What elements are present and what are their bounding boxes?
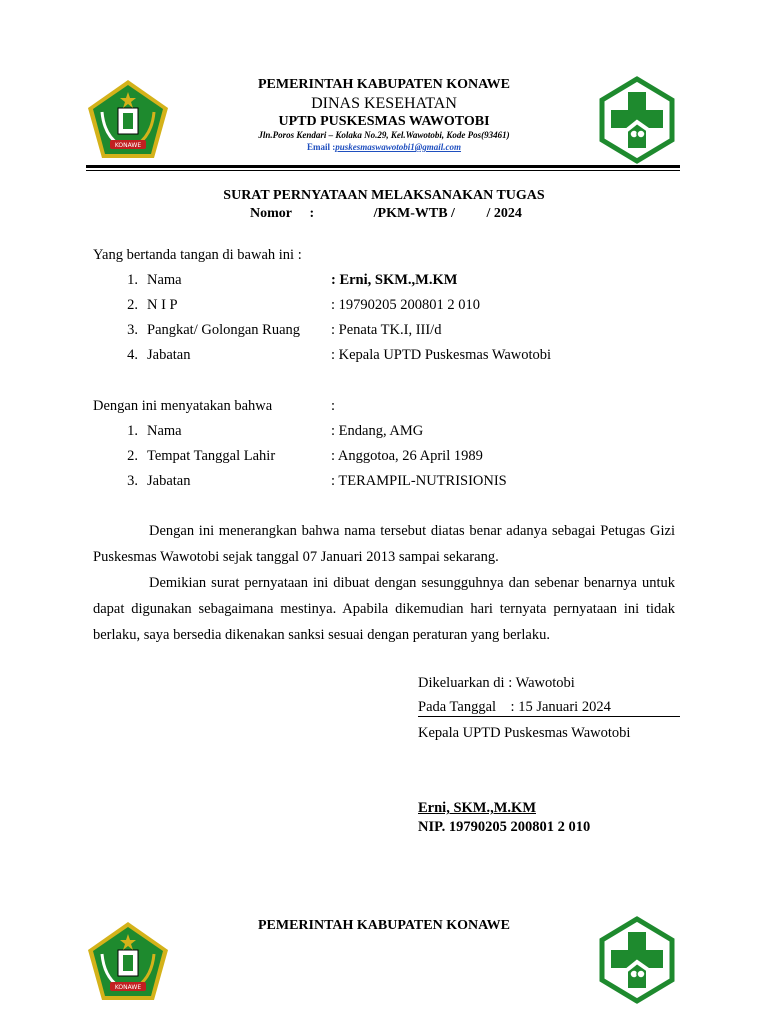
email-label: Email : bbox=[307, 142, 336, 152]
next-page-government: PEMERINTAH KABUPATEN KONAWE bbox=[257, 918, 510, 933]
signer-name: Erni, SKM.,M.KM bbox=[418, 800, 537, 816]
signature-rule bbox=[418, 716, 680, 717]
nomor-part2: / 2024 bbox=[486, 206, 522, 221]
issued-date: Pada Tanggal : 15 Januari 2024 bbox=[418, 699, 611, 715]
row-value: : Erni, SKM.,M.KM bbox=[331, 272, 458, 288]
paragraph-statement bbox=[93, 518, 675, 570]
row-number: 3. bbox=[127, 322, 138, 338]
header-government: PEMERINTAH KABUPATEN KONAWE bbox=[257, 77, 510, 92]
row-number: 2. bbox=[127, 448, 138, 464]
header-address: Jln.Poros Kendari – Kolaka No.29, Kel.Wawotobi, Kode Pos(93461) bbox=[258, 130, 510, 140]
signer-intro: Yang bertanda tangan di bawah ini : bbox=[93, 247, 302, 263]
row-label: Jabatan bbox=[147, 347, 191, 363]
letter-number bbox=[250, 206, 522, 222]
header-uptd: UPTD PUSKESMAS WAWOTOBI bbox=[278, 114, 490, 129]
paragraph-closing bbox=[93, 570, 675, 648]
row-label: Jabatan bbox=[147, 473, 191, 489]
paragraph-1-text: Dengan ini menerangkan bahwa nama tersebut diatas benar adanya sebagai Petugas Gizi Puskesmas Wawotobi sejak tanggal 07 Januari 2013 sampai sekarang. bbox=[93, 523, 675, 565]
row-number: 1. bbox=[127, 272, 138, 288]
issued-place: Dikeluarkan di : Wawotobi bbox=[418, 675, 575, 691]
header-email-line bbox=[0, 142, 768, 152]
email-link[interactable]: puskesmaswawotobi1@gmail.com bbox=[335, 142, 461, 152]
header-rule-thin bbox=[86, 170, 680, 171]
row-value: : TERAMPIL-NUTRISIONIS bbox=[331, 473, 507, 489]
header-rule-thick bbox=[86, 165, 680, 168]
row-value: : Kepala UPTD Puskesmas Wawotobi bbox=[331, 347, 552, 363]
row-value: : 19790205 200801 2 010 bbox=[331, 297, 481, 313]
row-number: 2. bbox=[127, 297, 138, 313]
nomor-part1: /PKM-WTB / bbox=[373, 206, 455, 221]
row-number: 4. bbox=[127, 347, 138, 363]
letter-title: SURAT PERNYATAAN MELAKSANAKAN TUGAS bbox=[223, 188, 545, 203]
row-label: Pangkat/ Golongan Ruang bbox=[147, 322, 301, 338]
row-label: Nama bbox=[147, 423, 182, 439]
header-dinas: DINAS KESEHATAN bbox=[311, 95, 457, 112]
signer-nip: NIP. 19790205 200801 2 010 bbox=[418, 819, 591, 835]
logo-caption: KONAWE bbox=[114, 984, 142, 991]
nomor-colon: : bbox=[309, 206, 315, 221]
issued-position: Kepala UPTD Puskesmas Wawotobi bbox=[418, 725, 631, 741]
paragraph-2-text: Demikian surat pernyataan ini dibuat dengan sesungguhnya dan sebenar benarnya untuk dapat digunakan sebagaimana mestinya. Apabila dikemudian hari ternyata pernyataan ini tidak berlaku, saya bersedia dikenakan sanksi sesuai dengan peraturan yang berlaku. bbox=[93, 575, 675, 643]
row-label: Tempat Tanggal Lahir bbox=[147, 448, 276, 464]
row-number: 3. bbox=[127, 473, 138, 489]
logo-caption: KONAWE bbox=[114, 142, 142, 149]
row-label: Nama bbox=[147, 272, 182, 288]
row-value: : Endang, AMG bbox=[331, 423, 424, 439]
row-value: : Anggotoa, 26 April 1989 bbox=[331, 448, 483, 464]
declare-colon: : bbox=[331, 398, 336, 414]
row-value: : Penata TK.I, III/d bbox=[331, 322, 442, 338]
nomor-label: Nomor bbox=[250, 206, 292, 221]
row-label: N I P bbox=[147, 297, 178, 313]
declare-intro: Dengan ini menyatakan bahwa bbox=[93, 398, 273, 414]
row-number: 1. bbox=[127, 423, 138, 439]
